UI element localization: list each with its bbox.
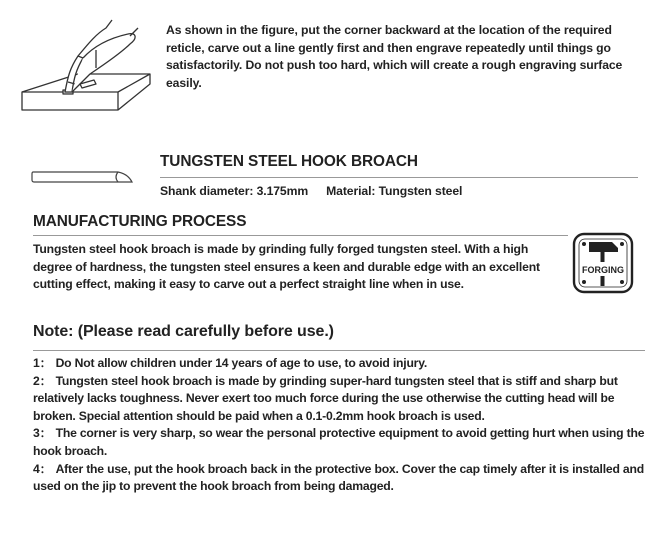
product-title: TUNGSTEN STEEL HOOK BROACH [160, 153, 418, 170]
note-title: Note: (Please read carefully before use.) [33, 323, 334, 340]
note-item [33, 355, 653, 373]
hook-broach-icon [30, 168, 134, 186]
divider [33, 350, 645, 351]
note-item [33, 425, 653, 460]
note-item [33, 373, 653, 426]
spec-material: Material: Tungsten steel [326, 184, 463, 198]
product-specs [160, 184, 462, 198]
divider [160, 177, 638, 178]
note-text: The corner is very sharp, so wear the personal protective equipment to avoid getting hurt when using the hook broach. [33, 426, 645, 458]
manufacturing-title: MANUFACTURING PROCESS [33, 213, 247, 230]
spec-shank-diameter: Shank diameter: 3.175mm [160, 184, 309, 198]
engraving-illustration [10, 6, 158, 114]
note-list [33, 355, 653, 496]
note-item [33, 461, 653, 496]
note-number: 3： [33, 426, 52, 441]
forging-badge [572, 232, 634, 294]
svg-text:FORGING: FORGING [582, 265, 624, 275]
note-number: 2： [33, 373, 52, 388]
forging-hammer-icon [572, 232, 634, 294]
note-text: After the use, put the hook broach back in the protective box. Cover the cap timely after it is installed and used on the jip to prevent the hook broach from being damaged. [33, 461, 644, 494]
note-text: Do Not allow children under 14 years of age to use, to avoid injury. [55, 356, 428, 370]
note-number: 1： [33, 356, 52, 370]
intro-instructions: As shown in the figure, put the corner backward at the location of the required reticle, carve out a line gently first and then engrave repeatedly until things go satisfactorily. Do not push too hard, which will create a rough engraving surface easily. [166, 23, 623, 90]
note-number: 4： [33, 461, 52, 476]
manufacturing-description: Tungsten steel hook broach is made by grinding fully forged tungsten steel. With a high degree of hardness, the tungsten steel ensures a keen and durable edge with an excellent cutting effect, making it easy to carve out a perfect straight line when in use. [33, 242, 540, 292]
divider [33, 235, 568, 236]
note-text: Tungsten steel hook broach is made by grinding super-hard tungsten steel that is stiff and sharp but relatively lacks toughness. Never exert too much force during the use otherwise the cutting head will be broken. Special attention should be paid when a 0.1-0.2mm hook broach is used. [33, 373, 618, 423]
